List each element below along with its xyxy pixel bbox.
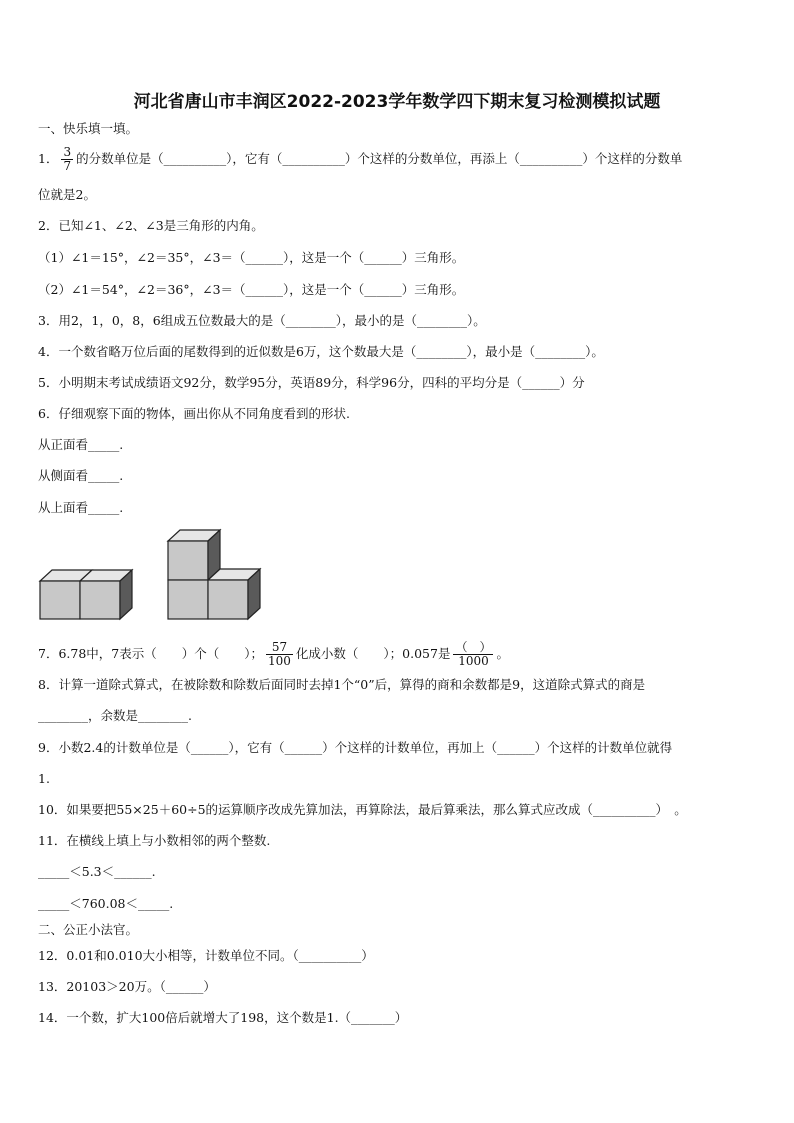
right-cube-group — [168, 530, 260, 619]
question-4: 4．一个数省略万位后面的尾数得到的近似数是6万，这个数最大是（________），最小是（________）。 — [38, 344, 604, 359]
cube-front-face — [168, 541, 208, 580]
question-6-front-view: 从正面看_____. — [38, 437, 124, 452]
question-1-continuation: 位就是2。 — [38, 187, 96, 202]
question-9: 9．小数2.4的计数单位是（______），它有（______）个这样的计数单位，再加上（______）个这样的计数单位就得 — [38, 740, 673, 755]
question-6: 6．仔细观察下面的物体，画出你从不同角度看到的形状. — [38, 406, 350, 421]
page-title: 河北省唐山市丰润区2022-2023学年数学四下期末复习检测模拟试题 — [133, 92, 661, 112]
left-cube-group — [40, 570, 132, 619]
cube-front-face — [40, 581, 80, 619]
question-1 — [38, 146, 682, 173]
question-1-number: 1． — [38, 151, 59, 166]
question-5: 5．小明期末考试成绩语文92分，数学95分，英语89分，科学96分，四科的平均分是（______）分 — [38, 375, 585, 390]
question-11-a: _____＜5.3＜______. — [38, 864, 156, 879]
cube-front-face — [208, 580, 248, 619]
question-3: 3．用2，1，0，8，6组成五位数最大的是（________），最小的是（________）。 — [38, 313, 486, 328]
question-2-part-2: （2）∠1＝54°，∠2＝36°，∠3＝（______），这是一个（______）三角形。 — [38, 282, 465, 297]
question-14: 14．一个数，扩大100倍后就增大了198，这个数是1.（_______） — [38, 1010, 408, 1025]
question-6-side-view: 从侧面看_____. — [38, 468, 124, 483]
question-2: 2．已知∠1、∠2、∠3是三角形的内角。 — [38, 218, 264, 233]
fraction-blank-1000: $\frac{( )}{1000}$ — [455, 640, 492, 668]
question-1-text: 的分数单位是（__________），它有（__________）个这样的分数单位，再添上（__________）个这样的分数单 — [76, 151, 683, 166]
question-2-part-1: （1）∠1＝15°，∠2＝35°，∠3＝（______），这是一个（______）三角形。 — [38, 250, 465, 265]
cube-front-face — [80, 581, 120, 619]
question-8-continuation: ________，余数是________. — [38, 708, 192, 723]
question-13: 13．20103＞20万。（______） — [38, 979, 216, 994]
fraction-3-7: $\frac{3}{7}$ — [63, 145, 72, 173]
question-9-continuation: 1. — [38, 771, 50, 786]
question-11-b: _____＜760.08＜_____. — [38, 896, 174, 911]
cube-front-face — [168, 580, 208, 619]
question-6-top-view: 从上面看_____. — [38, 500, 124, 515]
question-7: 7．6.78中，7表示（ ）个（ ）； $\frac{57}{100}$ 化成小数（ ）；0.057是 $\frac{( )}{1000}$ 。 — [38, 640, 509, 668]
section-heading-2: 二、公正小法官。 — [38, 922, 139, 937]
question-8: 8．计算一道除式算式，在被除数和除数后面同时去掉1个“0”后，算得的商和余数都是9，这道除式算式的商是 — [38, 677, 646, 692]
section-heading-1: 一、快乐填一填。 — [38, 121, 139, 136]
question-11: 11．在横线上填上与小数相邻的两个整数. — [38, 833, 271, 848]
question-12: 12．0.01和0.010大小相等，计数单位不同。（__________） — [38, 948, 374, 963]
fraction-57-100: $\frac{57}{100}$ — [268, 640, 291, 668]
question-10: 10．如果要把55×25＋60÷5的运算顺序改成先算加法，再算除法，最后算乘法，那么算式应改成（__________） 。 — [38, 802, 687, 817]
cube-stack-figure — [36, 527, 268, 623]
